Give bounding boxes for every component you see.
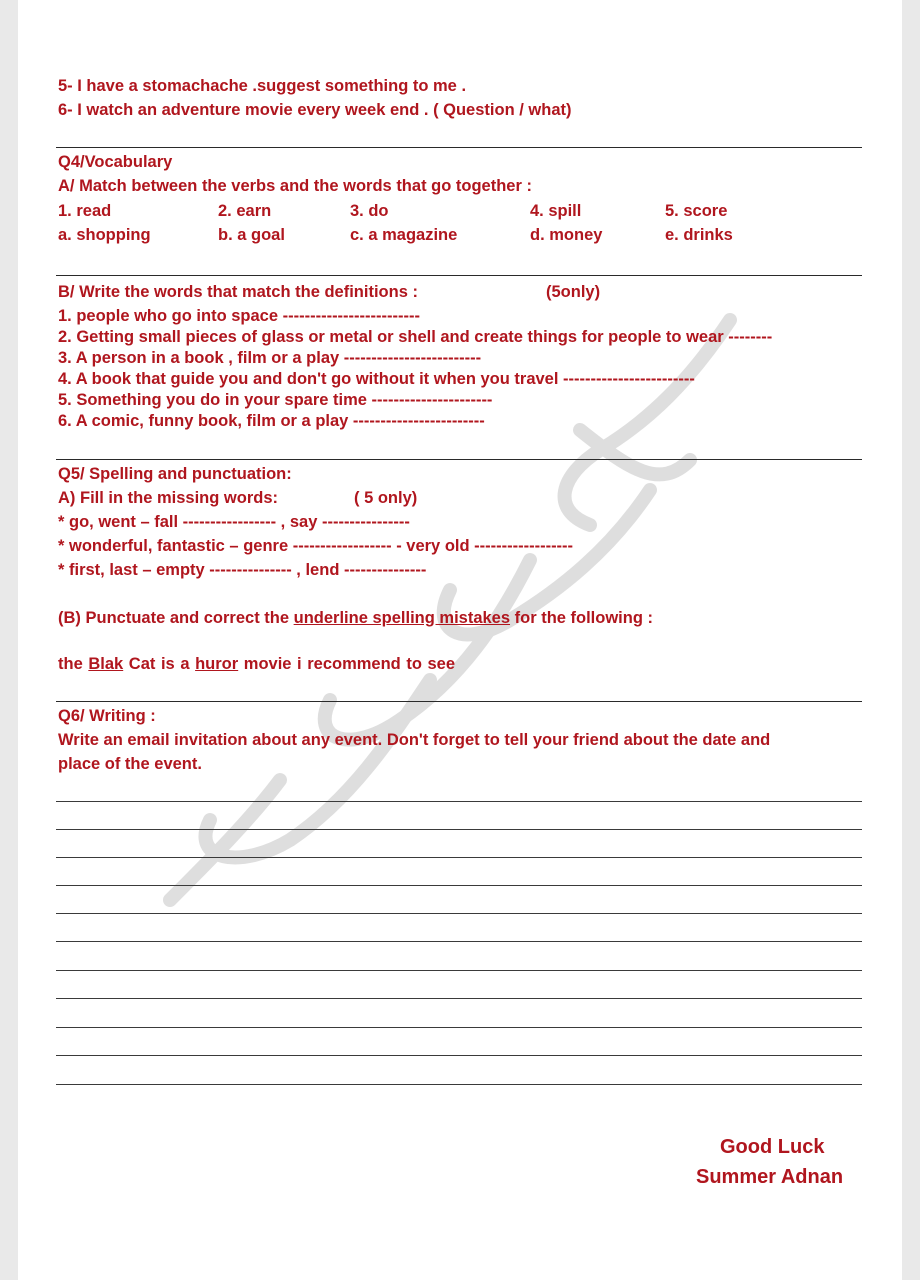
misspelled-word: Blak [88, 655, 124, 673]
author-name: Summer Adnan [696, 1166, 844, 1188]
writing-line [56, 941, 862, 942]
writing-line [56, 913, 862, 914]
fill-in-line: * first, last – empty --------------- , lend --------------- [58, 561, 427, 579]
writing-line [56, 970, 862, 971]
match-word: c. a magazine [350, 226, 458, 244]
match-verb: 4. spill [530, 202, 582, 220]
match-word: a. shopping [58, 226, 151, 244]
writing-line [56, 829, 862, 830]
question-6-text: 6- I watch an adventure movie every week end . ( Question / what) [58, 101, 572, 119]
writing-line [56, 801, 862, 802]
q6-prompt: place of the event. [58, 755, 202, 773]
definition-item: 4. A book that guide you and don't go without it when you travel ------------------------ [58, 370, 695, 388]
writing-line [56, 998, 862, 999]
writing-line [56, 857, 862, 858]
writing-line [56, 1084, 862, 1085]
fill-in-line: * wonderful, fantastic – genre ------------------ - very old ------------------ [58, 537, 574, 555]
q4-part-b-note: (5only) [546, 283, 601, 301]
sentence-word: movie i recommend to see [243, 655, 456, 673]
q6-heading: Q6/ Writing : [58, 707, 156, 725]
writing-line [56, 1027, 862, 1028]
q4-part-b-instruction: B/ Write the words that match the definitions : [58, 283, 418, 301]
q5-part-a-note: ( 5 only) [354, 489, 418, 507]
definition-item: 6. A comic, funny book, film or a play ------------------------ [58, 412, 485, 430]
definition-item: 2. Getting small pieces of glass or metal or shell and create things for people to wear -------- [58, 328, 773, 346]
punctuation-sentence [58, 654, 455, 674]
instruction-text: (B) Punctuate and correct the [58, 609, 294, 627]
q5-heading: Q5/ Spelling and punctuation: [58, 465, 292, 483]
misspelled-word: huror [195, 655, 239, 673]
q5-part-b-instruction [58, 608, 653, 628]
match-word: d. money [530, 226, 603, 244]
q4-heading: Q4/Vocabulary [58, 153, 173, 171]
match-word: b. a goal [218, 226, 285, 244]
instruction-text: for the following : [510, 609, 654, 627]
definition-item: 3. A person in a book , film or a play ------------------------- [58, 349, 482, 367]
fill-in-line: * go, went – fall ----------------- , say ---------------- [58, 513, 410, 531]
underlined-phrase: underline spelling mistakes [293, 609, 511, 627]
q6-prompt: Write an email invitation about any event. Don't forget to tell your friend about the date and [58, 731, 771, 749]
definition-item: 1. people who go into space ------------------------- [58, 307, 420, 325]
match-verb: 5. score [665, 202, 728, 220]
q4-part-a-instruction: A/ Match between the verbs and the words that go together : [58, 177, 532, 195]
question-5-text: 5- I have a stomachache .suggest something to me . [58, 77, 467, 95]
section-divider [56, 701, 862, 702]
writing-line [56, 885, 862, 886]
definition-item: 5. Something you do in your spare time ---------------------- [58, 391, 493, 409]
good-luck-text: Good Luck [720, 1136, 825, 1158]
section-divider [56, 275, 862, 276]
match-verb: 1. read [58, 202, 112, 220]
match-word: e. drinks [665, 226, 733, 244]
sentence-word: Cat is a [128, 655, 190, 673]
section-divider [56, 147, 862, 148]
section-divider [56, 459, 862, 460]
match-verb: 3. do [350, 202, 389, 220]
sentence-word: the [58, 655, 83, 673]
match-verb: 2. earn [218, 202, 272, 220]
writing-line [56, 1055, 862, 1056]
q5-part-a-instruction: A) Fill in the missing words: [58, 489, 279, 507]
